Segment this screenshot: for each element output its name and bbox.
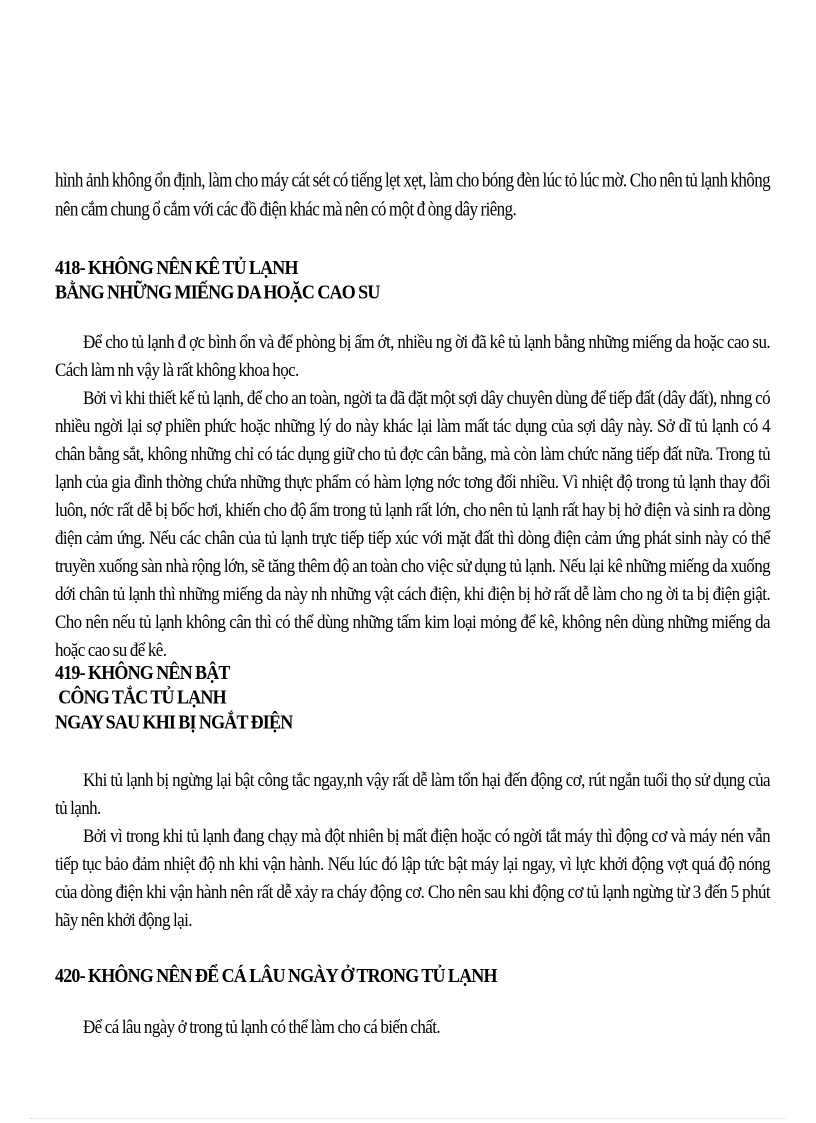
body-paragraph: Bởi vì trong khi tủ lạnh đang chạy mà đột nhiên bị mất điện hoặc có ngời tắt máy thì động cơ và máy nén vẫn tiếp tục bảo đảm nhiệt độ nh khi vận hành. Nếu lúc đó lập tức bật máy lại ngay, vì lực khởi động vợt quá độ nóng của dòng điện khi vận hành nên rất dễ xảy ra cháy động cơ. Cho nên sau khi động cơ tủ lạnh ngừng từ 3 đến 5 phút hãy nên khởi động lại. — [55, 825, 770, 931]
body-paragraph: Để cho tủ lạnh đ ợc bình ổn và để phòng bị ẩm ớt, nhiều ng ời đã kê tủ lạnh bằng những miếng da hoặc cao su. Cách làm nh vậy là rất không khoa học. — [55, 331, 770, 381]
heading-line: 419- KHÔNG NÊN BẬT — [55, 661, 230, 684]
section-420-body — [55, 1013, 770, 1041]
heading-line: 418- KHÔNG NÊN KÊ TỦ LẠNH — [55, 256, 298, 279]
section-418-body — [55, 328, 770, 664]
page-bottom-divider — [30, 1118, 786, 1119]
body-paragraph: Bởi vì khi thiết kế tủ lạnh, để cho an toàn, ngời ta đã đặt một sợi dây chuyên dùng để tiếp đất (dây đất), nhng có nhiều ngời lại sợ phiền phức hoặc những lý do này khác lại làm mất tác dụng của sợi dây này. Sở dĩ tủ lạnh có 4 chân bằng sắt, không những chỉ có tác dụng giữ cho tủ đợc cân bằng, mà còn làm chức năng tiếp đất nữa. Trong tủ lạnh của gia đình thờng chứa những thực phẩm có hàm lợng nớc tơng đối nhiều. Vì nhiệt độ trong tủ lạnh thay đổi luôn, nớc rất dễ bị bốc hơi, khiến cho độ ẩm trong tủ lạnh rất lớn, cho nên tủ lạnh rất hay bị hở điện và sinh ra dòng điện cảm ứng. Nếu các chân của tủ lạnh trực tiếp tiếp xúc với mặt đất thì dòng điện cảm ứng phát sinh này có thể truyền xuống sàn nhà rộng lớn, sẽ tăng thêm độ an toàn cho việc sử dụng tủ lạnh. Nếu lại kê những miếng da xuống dới chân tủ lạnh thì những miếng da này nh những vật cách điện, khi điện bị hở rất dễ làm cho ng ời ta bị điện giật. Cho nên nếu tủ lạnh không cân thì có thể dùng những tấm kim loại mỏng để kê, không nên dùng những miếng da hoặc cao su để kê. — [55, 387, 770, 661]
section-heading — [55, 255, 770, 304]
heading-line: BẰNG NHỮNG MIẾNG DA HOẶC CAO SU — [55, 280, 380, 304]
intro-paragraph: hình ảnh không ổn định, làm cho máy cát sét có tiếng lẹt xẹt, làm cho bóng đèn lúc tỏ lúc mờ. Cho nên tủ lạnh không nên cắm chung ổ cắm với các đồ điện khác mà nên có một đ òng dây riêng. — [55, 169, 770, 221]
heading-line: CÔNG TẮC TỦ LẠNH — [55, 685, 226, 709]
heading-line: 420- KHÔNG NÊN ĐỂ CÁ LÂU NGÀY Ở TRONG TỦ LẠNH — [55, 964, 497, 987]
section-418-heading — [55, 255, 770, 304]
section-heading — [55, 660, 770, 734]
section-419-heading — [55, 660, 770, 734]
body-paragraph: Khi tủ lạnh bị ngừng lại bật công tắc ngay,nh vậy rất dễ làm tổn hại đến động cơ, rút ngắn tuổi thọ sử dụng của tủ lạnh. — [55, 769, 770, 819]
intro-block — [55, 166, 770, 224]
section-419-body — [55, 766, 770, 934]
section-420-heading — [55, 963, 770, 988]
body-paragraph: Để cá lâu ngày ở trong tủ lạnh có thể làm cho cá biến chất. — [83, 1016, 440, 1038]
section-heading — [55, 963, 770, 988]
heading-line: NGAY SAU KHI BỊ NGẮT ĐIỆN — [55, 710, 293, 733]
